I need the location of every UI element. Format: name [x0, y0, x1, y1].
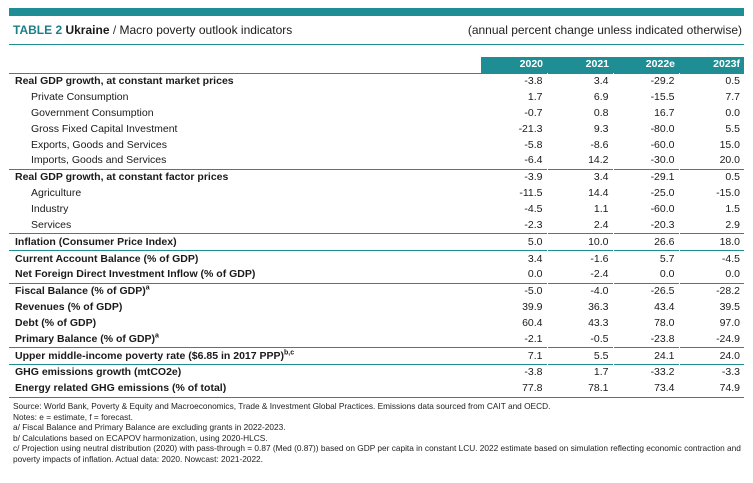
- value-cell-2023f: 7.7: [679, 90, 744, 106]
- row-label: [9, 381, 481, 397]
- value-cell-2022e: 16.7: [613, 106, 679, 122]
- row-label: [9, 316, 481, 332]
- value-cell-2023f: 0.5: [679, 73, 744, 89]
- row-label-text: Real GDP growth, at constant factor prices: [15, 171, 229, 184]
- value-cell-2020: 1.7: [481, 90, 547, 106]
- table-row: [9, 331, 744, 347]
- table-row: [9, 251, 744, 267]
- row-label: [9, 217, 481, 233]
- row-label-text: Fiscal Balance (% of GDP): [15, 285, 146, 298]
- value-cell-2023f: 15.0: [679, 137, 744, 153]
- table-row: [9, 234, 744, 251]
- value-cell-2022e: -29.1: [613, 169, 679, 185]
- value-cell-2022e: 26.6: [613, 234, 679, 251]
- table-row: [9, 365, 744, 381]
- value-cell-2021: -1.6: [547, 251, 613, 267]
- row-label-text: Real GDP growth, at constant market prices: [15, 75, 234, 88]
- value-cell-2023f: -28.2: [679, 283, 744, 299]
- footnote-marker: b,c: [284, 349, 295, 357]
- table-body: [9, 73, 744, 397]
- row-label-text: Gross Fixed Capital Investment: [31, 122, 178, 135]
- row-label-text: Exports, Goods and Services: [31, 138, 167, 151]
- row-label: [9, 169, 481, 185]
- value-cell-2023f: 74.9: [679, 381, 744, 397]
- macro-indicators-table: [9, 57, 744, 398]
- row-label-text: Current Account Balance (% of GDP): [15, 252, 199, 265]
- value-cell-2023f: 18.0: [679, 234, 744, 251]
- row-label-text: Industry: [31, 203, 69, 216]
- footnote-c: c/ Projection using neutral distribution (2020) with pass-through = 0.87 (Med (0.87)) based on GDP per capita in constant LCU. 2022 estimate based on simulation reflecting economic contraction and poverty impacts of inflation. Actual data: 2020. Nowcast: 2021-2022.: [13, 443, 741, 464]
- row-label-text: GHG emissions growth (mtCO2e): [15, 366, 182, 379]
- value-cell-2021: 14.2: [547, 153, 613, 169]
- value-cell-2020: 0.0: [481, 267, 547, 283]
- value-cell-2023f: 2.9: [679, 217, 744, 233]
- table-row: [9, 153, 744, 169]
- value-cell-2022e: 0.0: [613, 267, 679, 283]
- table-title-row: [13, 23, 742, 39]
- estimate-note: Notes: e = estimate, f = forecast.: [13, 411, 133, 422]
- table-notes: [13, 401, 743, 465]
- value-cell-2021: -2.4: [547, 267, 613, 283]
- value-cell-2023f: 0.5: [679, 169, 744, 185]
- table-row: [9, 316, 744, 332]
- value-cell-2022e: -26.5: [613, 283, 679, 299]
- value-cell-2023f: -24.9: [679, 331, 744, 347]
- value-cell-2020: -6.4: [481, 153, 547, 169]
- value-cell-2021: 78.1: [547, 381, 613, 397]
- table-row: [9, 217, 744, 233]
- value-cell-2020: -3.8: [481, 73, 547, 89]
- value-cell-2021: 10.0: [547, 234, 613, 251]
- value-cell-2020: -2.1: [481, 331, 547, 347]
- table-row: [9, 186, 744, 202]
- value-cell-2020: -5.0: [481, 283, 547, 299]
- value-cell-2023f: 24.0: [679, 348, 744, 365]
- value-cell-2021: 14.4: [547, 186, 613, 202]
- row-label: [9, 90, 481, 106]
- value-cell-2021: 3.4: [547, 73, 613, 89]
- value-cell-2022e: -20.3: [613, 217, 679, 233]
- value-cell-2022e: 24.1: [613, 348, 679, 365]
- value-cell-2020: -21.3: [481, 121, 547, 137]
- row-label-text: Energy related GHG emissions (% of total): [15, 382, 227, 395]
- table-row: [9, 283, 744, 299]
- value-cell-2022e: -33.2: [613, 365, 679, 381]
- header-blank-cell: [9, 57, 481, 73]
- value-cell-2022e: -30.0: [613, 153, 679, 169]
- value-cell-2023f: -3.3: [679, 365, 744, 381]
- value-cell-2021: 2.4: [547, 217, 613, 233]
- value-cell-2021: 1.7: [547, 365, 613, 381]
- row-label: [9, 300, 481, 316]
- value-cell-2021: 36.3: [547, 300, 613, 316]
- row-label: [9, 121, 481, 137]
- table-number: TABLE 2: [13, 23, 63, 37]
- value-cell-2021: 1.1: [547, 202, 613, 218]
- column-header-2022e: 2022e: [613, 57, 679, 73]
- row-label-text: Private Consumption: [31, 91, 129, 104]
- unit-note: (annual percent change unless indicated otherwise): [467, 23, 742, 37]
- table-row: [9, 202, 744, 218]
- value-cell-2020: -11.5: [481, 186, 547, 202]
- value-cell-2020: -2.3: [481, 217, 547, 233]
- table-header-row: [9, 57, 744, 73]
- value-cell-2023f: -4.5: [679, 251, 744, 267]
- value-cell-2022e: 5.7: [613, 251, 679, 267]
- value-cell-2021: 9.3: [547, 121, 613, 137]
- value-cell-2022e: -15.5: [613, 90, 679, 106]
- value-cell-2023f: -15.0: [679, 186, 744, 202]
- value-cell-2022e: -60.0: [613, 202, 679, 218]
- value-cell-2023f: 0.0: [679, 106, 744, 122]
- row-label-text: Upper middle-income poverty rate ($6.85 in 2017 PPP): [15, 349, 285, 362]
- row-label: [9, 348, 481, 365]
- value-cell-2022e: 78.0: [613, 316, 679, 332]
- value-cell-2020: -0.7: [481, 106, 547, 122]
- table-row: [9, 381, 744, 397]
- value-cell-2022e: 73.4: [613, 381, 679, 397]
- row-label-text: Debt (% of GDP): [15, 316, 97, 329]
- value-cell-2020: -4.5: [481, 202, 547, 218]
- table-country: Ukraine: [65, 23, 110, 37]
- row-label-text: Primary Balance (% of GDP): [15, 332, 156, 345]
- value-cell-2021: 3.4: [547, 169, 613, 185]
- table-row: [9, 137, 744, 153]
- column-header-2020: 2020: [481, 57, 547, 73]
- value-cell-2022e: -25.0: [613, 186, 679, 202]
- value-cell-2021: -8.6: [547, 137, 613, 153]
- value-cell-2020: -3.9: [481, 169, 547, 185]
- column-header-2023f: 2023f: [679, 57, 744, 73]
- value-cell-2023f: 97.0: [679, 316, 744, 332]
- value-cell-2020: 77.8: [481, 381, 547, 397]
- value-cell-2021: 0.8: [547, 106, 613, 122]
- table-row: [9, 106, 744, 122]
- value-cell-2020: 5.0: [481, 234, 547, 251]
- value-cell-2021: 43.3: [547, 316, 613, 332]
- value-cell-2020: 7.1: [481, 348, 547, 365]
- row-label-text: Agriculture: [31, 187, 82, 200]
- row-label: [9, 73, 481, 89]
- row-label: [9, 186, 481, 202]
- title-accent-bar: [9, 8, 744, 16]
- row-label: [9, 234, 481, 251]
- row-label-text: Services: [31, 218, 72, 231]
- footnote-a: a/ Fiscal Balance and Primary Balance are excluding grants in 2022-2023.: [13, 422, 286, 433]
- value-cell-2022e: -23.8: [613, 331, 679, 347]
- table-title: [13, 23, 292, 37]
- row-label-text: Inflation (Consumer Price Index): [15, 235, 177, 248]
- title-separator: /: [109, 23, 120, 37]
- value-cell-2022e: -29.2: [613, 73, 679, 89]
- row-label: [9, 331, 481, 347]
- value-cell-2021: 5.5: [547, 348, 613, 365]
- value-cell-2021: 6.9: [547, 90, 613, 106]
- value-cell-2023f: 5.5: [679, 121, 744, 137]
- row-label-text: Imports, Goods and Services: [31, 154, 167, 167]
- value-cell-2022e: -60.0: [613, 137, 679, 153]
- column-header-2021: 2021: [547, 57, 613, 73]
- value-cell-2020: 39.9: [481, 300, 547, 316]
- row-label: [9, 106, 481, 122]
- value-cell-2020: 60.4: [481, 316, 547, 332]
- row-label-text: Net Foreign Direct Investment Inflow (% of GDP): [15, 268, 256, 281]
- value-cell-2022e: 43.4: [613, 300, 679, 316]
- value-cell-2023f: 39.5: [679, 300, 744, 316]
- value-cell-2022e: -80.0: [613, 121, 679, 137]
- table-row: [9, 121, 744, 137]
- row-label: [9, 365, 481, 381]
- value-cell-2021: -0.5: [547, 331, 613, 347]
- table-top-rule: [9, 44, 744, 45]
- table-row: [9, 348, 744, 365]
- value-cell-2020: -5.8: [481, 137, 547, 153]
- row-label-text: Revenues (% of GDP): [15, 301, 123, 314]
- row-label: [9, 251, 481, 267]
- table-row: [9, 300, 744, 316]
- table-row: [9, 267, 744, 283]
- table-row: [9, 90, 744, 106]
- value-cell-2023f: 0.0: [679, 267, 744, 283]
- value-cell-2023f: 20.0: [679, 153, 744, 169]
- row-label: [9, 283, 481, 299]
- row-label: [9, 267, 481, 283]
- value-cell-2020: 3.4: [481, 251, 547, 267]
- value-cell-2020: -3.8: [481, 365, 547, 381]
- row-label: [9, 137, 481, 153]
- table-title-text: Macro poverty outlook indicators: [119, 23, 293, 37]
- footnote-marker: a: [145, 284, 150, 292]
- footnote-b: b/ Calculations based on ECAPOV harmonization, using 2020-HLCS.: [13, 432, 268, 443]
- row-label: [9, 202, 481, 218]
- source-note: Source: World Bank, Poverty & Equity and Macroeconomics, Trade & Investment Global Practices. Emissions data sourced from CAIT and OECD.: [13, 401, 551, 411]
- value-cell-2023f: 1.5: [679, 202, 744, 218]
- table-row: [9, 73, 744, 89]
- row-label: [9, 153, 481, 169]
- value-cell-2021: -4.0: [547, 283, 613, 299]
- footnote-marker: a: [155, 332, 159, 340]
- row-label-text: Government Consumption: [31, 106, 154, 119]
- table-row: [9, 169, 744, 185]
